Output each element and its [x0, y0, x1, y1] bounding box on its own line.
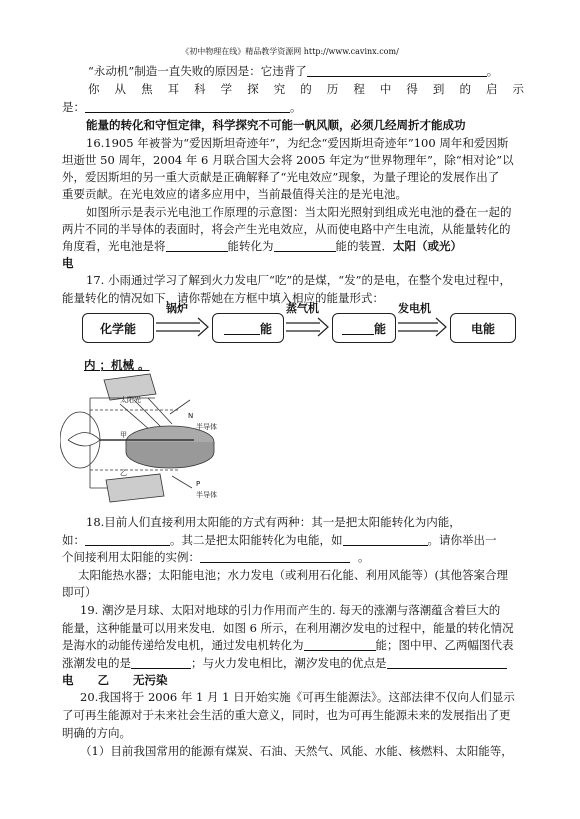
q16-line2: 坦逝世 50 周年，2004 年 6 月联合国大会将 2005 年定为“世界物理年”，除“相对论”以 — [62, 153, 514, 167]
label-yi: 乙 — [120, 469, 127, 477]
arrow-label-steam-engine: 蒸气机 — [286, 302, 319, 315]
paragraph-perpetual-motion: “永动机”制造一直失败的原因是：它违背了 。 — [88, 64, 499, 78]
spaced-char: 到 — [432, 82, 445, 96]
label-semiconductor-bottom: 半导体 — [196, 491, 217, 499]
spaced-char: 得 — [406, 82, 418, 96]
spaced-char: 焦 — [141, 82, 153, 96]
q19-answer: 电 乙 无污染 — [62, 673, 168, 687]
meter-needle — [68, 433, 100, 447]
double-arrow-2 — [286, 318, 328, 336]
semiconductor-disk-side — [126, 442, 214, 468]
double-arrow-3 — [398, 318, 446, 336]
q18-answer-line2: 即可） — [62, 585, 97, 599]
q20-line1: 20.我国将于 2006 年 1 月 1 日开始实施《可再生能源法》。这部法律不仅向人们显示 — [80, 690, 515, 704]
q20-line3: 明确的方向。 — [62, 726, 131, 740]
q18-line2: 如： 。其二是把太阳能转化为电能，如 。请你举出一 — [62, 533, 497, 547]
spaced-char: 的 — [300, 82, 312, 96]
spaced-char: 从 — [114, 82, 127, 96]
q16-line6: 两片不同的半导体的表面时，将会产生光电效应，从而使电路中产生电流，从能量转化的 — [62, 222, 511, 236]
q18-answer-line1: 太阳能热水器；太阳能电池；水力发电（或利用石化能、利用风能等）(其他答案合理 — [78, 568, 508, 582]
spaced-char: 究 — [273, 82, 286, 96]
q16-line7: 角度看，光电池是将 能转化为 能的装置．太阳（或光） — [62, 239, 462, 253]
q19-line2: 能量，这种能量可以用来发电．如图 6 所示，在利用潮汐发电的过程中，能量的转化情况 — [62, 621, 514, 635]
q16-line3: 外，爱因斯坦的另一重大贡献是正确解释了“光电效应”现象，为量子理论的发展作出了 — [62, 170, 500, 184]
q16-line5: 如图所示是表示光电池工作原理的示意图：当太阳光照射到组成光电池的叠在一起的 — [86, 205, 512, 219]
photocell-figure — [60, 370, 240, 510]
label-jia: 甲 — [120, 431, 127, 439]
spaced-char: 科 — [194, 82, 206, 96]
energy-box-blank-2: 能 — [332, 313, 396, 343]
blank-underline — [85, 533, 170, 546]
q20-line2: 了可再生能源对于未来社会生活的重大意义，同时，也为可再生能源未来的发展指出了更 — [62, 708, 511, 722]
energy-box-chemical: 化学能 — [82, 313, 154, 343]
energy-box-blank-1: 能 — [212, 313, 284, 343]
q16-line4: 重要贡献。在光电效应的诸多应用中，当前最值得关注的是光电池。 — [62, 187, 407, 201]
spaced-char: 学 — [220, 82, 233, 96]
blank-underline — [304, 638, 376, 651]
q16-answer-electric: 电 — [62, 256, 74, 270]
energy-box-electric: 电能 — [450, 313, 516, 343]
q19-line4: 涨潮发电的是 ；与火力发电相比，潮汐发电的优点是 — [62, 656, 522, 671]
page-header: 《初中物理在线》精品教学资源网 http://www.cavinx.com/ — [181, 47, 399, 56]
spaced-char: 启 — [485, 82, 498, 96]
q17-line2: 能量转化的情况如下，请你帮她在方框中填入相应的能量形式： — [62, 291, 384, 305]
spaced-char: 探 — [247, 82, 259, 96]
bottom-plate — [106, 474, 164, 502]
blank-underline — [131, 656, 191, 669]
spaced-char: 你 — [88, 82, 100, 96]
arrow-label-generator: 发电机 — [398, 302, 431, 315]
label-p: P — [196, 480, 201, 488]
label-semiconductor-top: 半导体 — [196, 423, 217, 431]
arrow-label-boiler: 锅炉 — [166, 302, 188, 315]
label-n: N — [188, 412, 194, 420]
spaced-char: 程 — [353, 82, 365, 96]
blank-underline — [200, 550, 350, 563]
blank-underline — [387, 656, 507, 669]
q16-line1: 16.1905 年被誉为“爱因斯坦奇迹年”，为纪念“爱因斯坦奇迹年”100 周年和爱因斯 — [86, 136, 509, 150]
q18-line1: 18.目前人们直接利用太阳能的方式有两种：其一是把太阳能转化为内能， — [86, 515, 461, 529]
q18-line3: 个间接利用太阳能的实例： 。 — [62, 550, 370, 564]
q17-answer: 内 ；机械 。 — [84, 358, 150, 372]
spaced-char: 历 — [326, 82, 339, 96]
spaced-char: 示 — [512, 82, 524, 96]
q20-line4: （1）目前我国常用的能源有煤炭、石油、天然气、风能、水能、核燃料、太阳能等， — [80, 744, 513, 758]
spaced-char: 中 — [379, 82, 392, 96]
paragraph-joule-end: 是： 。 — [62, 100, 302, 114]
double-arrow-1 — [156, 318, 208, 336]
spaced-char: 的 — [459, 82, 471, 96]
label-sunlight: 太阳光 — [120, 396, 141, 404]
q19-line1: 19. 潮汐是月球、太阳对地球的引力作用而产生的. 每天的涨潮与落潮蕴含着巨大的 — [80, 603, 501, 617]
blank-underline — [343, 533, 428, 546]
q19-line3: 是海水的动能传递给发电机，通过发电机转化为 能；图中甲、乙两幅图代表 — [62, 638, 514, 652]
q17-line1: 17. 小雨通过学习了解到火力发电厂“吃”的是煤，“发”的是电，在整个发电过程中， — [86, 273, 511, 287]
spaced-char: 耳 — [167, 82, 180, 96]
answer-heading: 能量的转化和守恒定律，科学探究不可能一帆风顺，必须几经周折才能成功 — [86, 118, 466, 132]
